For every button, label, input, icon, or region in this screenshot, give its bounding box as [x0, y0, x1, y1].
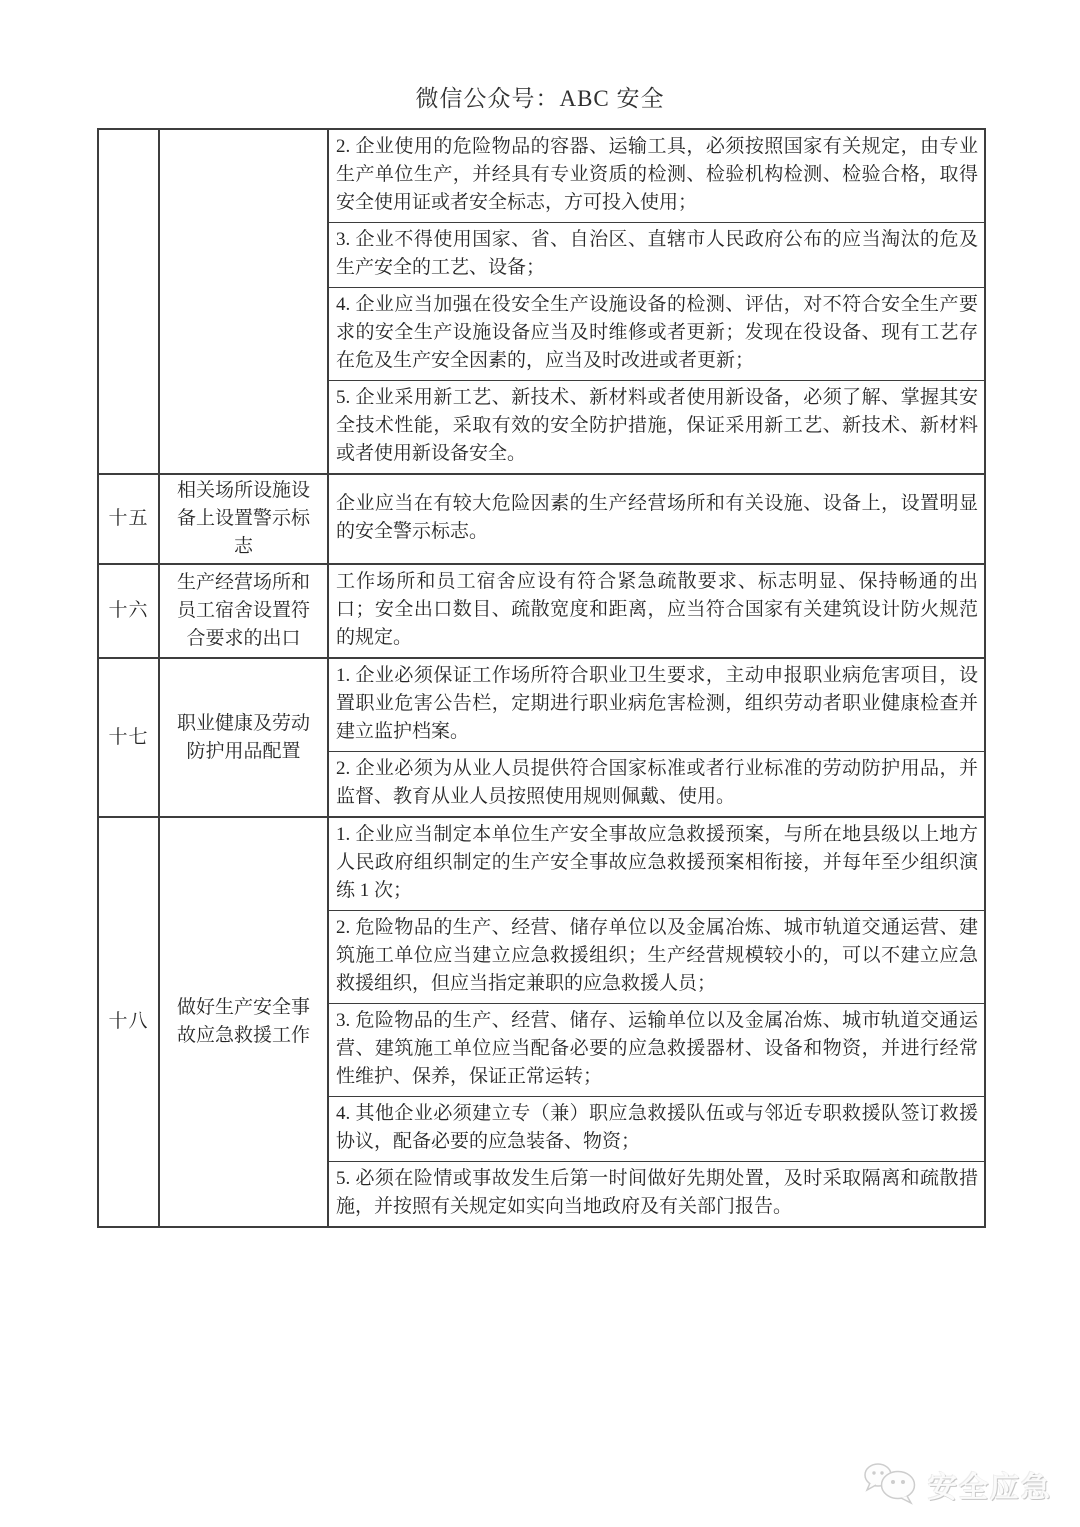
- requirement-cell: 2. 企业使用的危险物品的容器、运输工具，必须按照国家有关规定，由专业生产单位生产，并经具有专业资质的检测、检验机构检测、检验合格，取得安全使用证或者安全标志，方可投入使用；: [328, 129, 985, 223]
- watermark-label: 安全应急: [927, 1472, 1052, 1504]
- row-category-cell: 做好生产安全事故应急救援工作: [159, 817, 328, 1227]
- requirement-cell: 5. 必须在险情或事故发生后第一时间做好先期处置，及时采取隔离和疏散措施，并按照有关规定如实向当地政府及有关部门报告。: [328, 1162, 985, 1228]
- row-category-cell: 相关场所设施设备上设置警示标志: [159, 474, 328, 564]
- requirement-cell: 工作场所和员工宿舍应设有符合紧急疏散要求、标志明显、保持畅通的出口；安全出口数目、疏散宽度和距离，应当符合国家有关建筑设计防火规范的规定。: [328, 564, 985, 658]
- row-number-cell: 十五: [98, 474, 159, 564]
- requirement-cell: 2. 危险物品的生产、经营、储存单位以及金属冶炼、城市轨道交通运营、建筑施工单位应当建立应急救援组织；生产经营规模较小的，可以不建立应急救援组织，但应当指定兼职的应急救援人员；: [328, 911, 985, 1004]
- requirement-cell: 5. 企业采用新工艺、新技术、新材料或者使用新设备，必须了解、掌握其安全技术性能，采取有效的安全防护措施，保证采用新工艺、新技术、新材料或者使用新设备安全。: [328, 381, 985, 475]
- wechat-chat-bubbles-icon: [863, 1460, 921, 1511]
- requirement-cell: 3. 企业不得使用国家、省、自治区、直辖市人民政府公布的应当淘汰的危及生产安全的工艺、设备；: [328, 223, 985, 288]
- requirement-cell: 4. 其他企业必须建立专（兼）职应急救援队伍或与邻近专职救援队签订救援协议，配备必要的应急装备、物资；: [328, 1097, 985, 1162]
- page-title: 微信公众号：ABC 安全: [415, 86, 665, 111]
- row-category-cell: [159, 129, 328, 474]
- watermark: [863, 1460, 1052, 1511]
- requirement-cell: 2. 企业必须为从业人员提供符合国家标准或者行业标准的劳动防护用品，并监督、教育从业人员按照使用规则佩戴、使用。: [328, 752, 985, 818]
- row-number-cell: 十八: [98, 817, 159, 1227]
- safety-requirements-table: [97, 128, 986, 1228]
- row-number-cell: 十七: [98, 658, 159, 817]
- row-number-cell: 十六: [98, 564, 159, 658]
- requirement-cell: 1. 企业必须保证工作场所符合职业卫生要求，主动申报职业病危害项目，设置职业危害公告栏，定期进行职业病危害检测，组织劳动者职业健康检查并建立监护档案。: [328, 658, 985, 752]
- requirement-cell: 3. 危险物品的生产、经营、储存、运输单位以及金属冶炼、城市轨道交通运营、建筑施工单位应当配备必要的应急救援器材、设备和物资，并进行经常性维护、保养，保证正常运转；: [328, 1004, 985, 1097]
- requirement-cell: 企业应当在有较大危险因素的生产经营场所和有关设施、设备上，设置明显的安全警示标志。: [328, 474, 985, 564]
- row-category-cell: 职业健康及劳动防护用品配置: [159, 658, 328, 817]
- requirement-cell: 4. 企业应当加强在役安全生产设施设备的检测、评估，对不符合安全生产要求的安全生产设施设备应当及时维修或者更新；发现在役设备、现有工艺存在危及生产安全因素的，应当及时改进或者更新；: [328, 288, 985, 381]
- requirement-cell: 1. 企业应当制定本单位生产安全事故应急救援预案，与所在地县级以上地方人民政府组织制定的生产安全事故应急救援预案相衔接，并每年至少组织演练 1 次；: [328, 817, 985, 911]
- row-number-cell: [98, 129, 159, 474]
- row-category-cell: 生产经营场所和员工宿舍设置符合要求的出口: [159, 564, 328, 658]
